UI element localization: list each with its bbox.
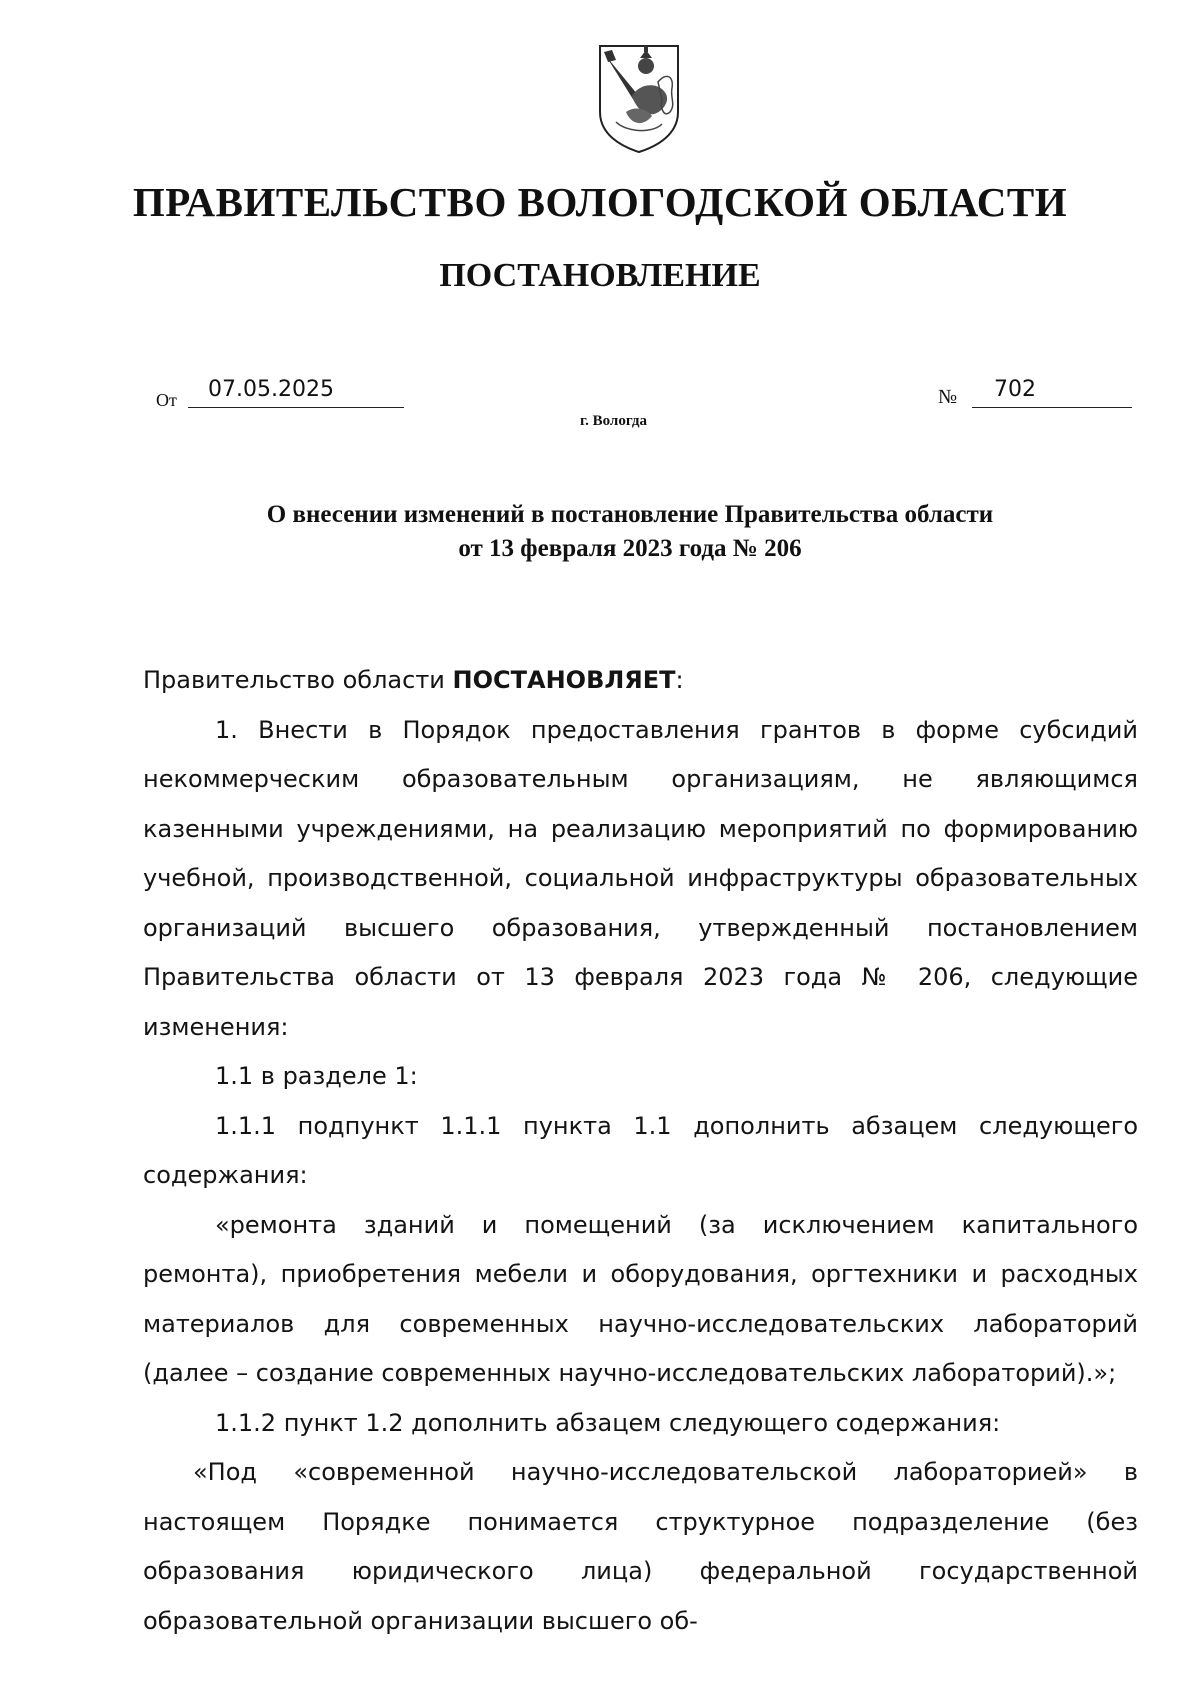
document-subject [190, 498, 1070, 566]
subject-line-1: О внесении изменений в постановление Правительства области [266, 501, 994, 528]
coat-of-arms-icon [596, 42, 682, 154]
number-prefix-label: № [938, 386, 958, 408]
paragraph-1-1-2: 1.1.2 пункт 1.2 дополнить абзацем следующего содержания: [215, 1408, 1001, 1437]
number-value: 702 [972, 376, 1132, 408]
intro-text: Правительство области [143, 666, 453, 694]
paragraph-1: 1. Внести в Порядок предоставления грантов в форме субсидий некоммерческим образовательным организациям, не являющимся казенными учреждениями, на реализацию мероприятий по формированию учебной, производственной, социальной инфраструктуры образовательных организаций высшего образования, утвержденный постановлением Правительства области от 13 февраля 2023 года № 206, следующие изменения: [143, 715, 1138, 1041]
intro-paragraph [143, 656, 1138, 706]
paragraph-1-1: 1.1 в разделе 1: [215, 1062, 418, 1090]
city-label: г. Вологда [580, 413, 647, 429]
quoted-addition-1: «ремонта зданий и помещений (за исключением капитального ремонта), приобретения мебели и оборудования, оргтехники и расходных материалов для современных научно-исследовательских лабораторий (далее – создание современных научно-исследовательских лабораторий).»; [143, 1210, 1138, 1387]
subject-line-2: от 13 февраля 2023 года № 206 [458, 535, 802, 562]
intro-colon: : [675, 666, 684, 694]
quoted-addition-2: «Под «современной научно-исследовательской лабораторией» в настоящем Порядке понимается структурное подразделение (без образования юридического лица) федеральной государственной образовательной организации высшего об- [143, 1458, 1138, 1635]
document-body [143, 656, 1138, 1646]
date-prefix-label: От [156, 390, 177, 410]
date-value: 07.05.2025 [188, 376, 404, 408]
intro-keyword: ПОСТАНОВЛЯЕТ [452, 666, 676, 694]
document-type-title: ПОСТАНОВЛЕНИЕ [439, 257, 761, 294]
organization-title: ПРАВИТЕЛЬСТВО ВОЛОГОДСКОЙ ОБЛАСТИ [132, 179, 1068, 225]
paragraph-1-1-1: 1.1.1 подпункт 1.1.1 пункта 1.1 дополнить абзацем следующего содержания: [143, 1111, 1138, 1189]
